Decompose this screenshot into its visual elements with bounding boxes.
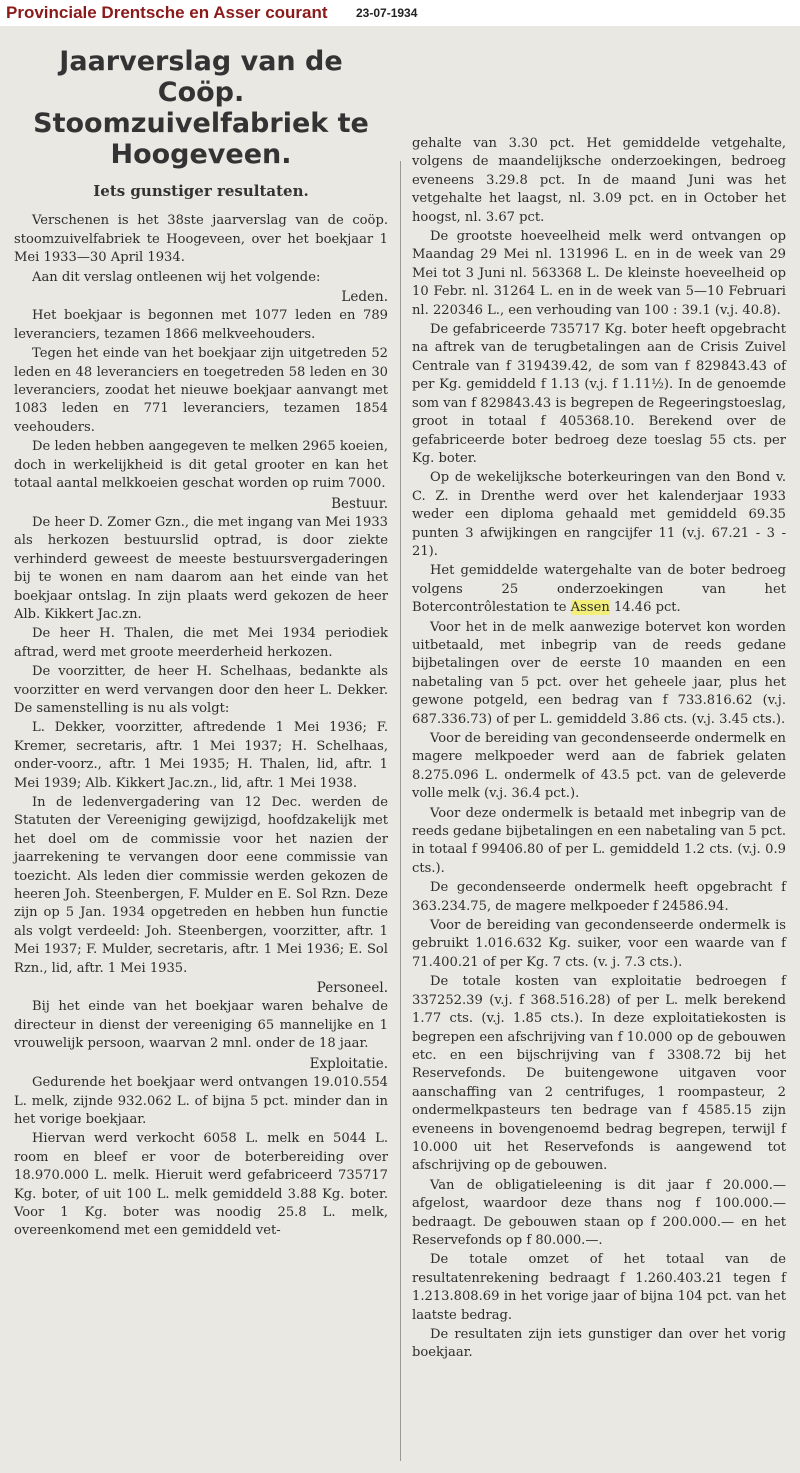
article-subtitle: Iets gunstiger resultaten. [93, 182, 309, 200]
paragraph: De grootste hoeveelheid melk werd ontvangen op Maandag 29 Mei nl. 131996 L. en in de week van 29 Mei tot 3 Juni nl. 563368 L. De kleinste hoeveelheid op 10 Febr. nl. 31264 L. en in de week van 5—10 Februari nl. 220346 L., een verhouding van 100 : 39.1 (v.j. 40.8). [412, 229, 786, 318]
paragraph: De totale omzet of het totaal van de resultatenrekening bedraagt f 1.260.403.21 tegen f 1.213.808.69 in het vorige jaar of bijna 104 pct. van het laatste bedrag. [412, 1252, 786, 1323]
section-heading-bestuur: Bestuur. [331, 495, 388, 512]
paragraph: De voorzitter, de heer H. Schelhaas, bedankte als voorzitter en werd vervangen door den heer L. Dekker. De samenstelling is nu als volgt: [14, 664, 388, 716]
paragraph: De heer D. Zomer Gzn., die met ingang van Mei 1933 als herkozen bestuurslid optrad, is door ziekte verhinderd geweest de meeste bestuursvergaderingen bij te wonen en nam daarom aan het einde van het boekjaar ontslag. In zijn plaats werd gekozen de heer Alb. Kikkert Jac.zn. [14, 514, 388, 622]
paragraph: De totale kosten van exploitatie bedroegen f 337252.39 (v.j. f 368.516.28) of per L. melk berekend 1.77 cts. (v.j. 1.85 cts.). In deze exploitatiekosten is begrepen een afschrijving van f 10.000 op de gebouwen etc. en een bijschrijving van f 3308.72 bij het Reservefonds. De buitengewone uitgaven voor aanschaffing van 2 centrifuges, 1 roompasteur, 2 ondermelkpasteurs ten bedrage van f 4585.15 zijn eveneens in bovengenoemd bedrag begrepen, terwijl f 10.000 uit het Reservefonds is aangewend tot afschrijving op de gebouwen. [412, 974, 786, 1174]
section-heading-exploitatie: Exploitatie. [309, 1055, 388, 1072]
paragraph: De heer H. Thalen, die met Mei 1934 periodiek aftrad, werd met groote meerderheid herkozen. [14, 626, 388, 660]
paragraph: Bij het einde van het boekjaar waren behalve de directeur in dienst der vereeniging 65 mannelijke en 1 vrouwelijk persoon, waarvan 2 mnl. onder de 18 jaar. [14, 999, 388, 1052]
paragraph: Voor deze ondermelk is betaald met inbegrip van de reeds gedane bijbetalingen en een nabetaling van 5 pct. in totaal f 99406.80 of per L. gemiddeld 1.2 cts. (v.j. 0.9 cts.). [412, 805, 786, 876]
title-line: Stoomzuivelfabriek te [33, 108, 369, 139]
paragraph: De gecondenseerde ondermelk heeft opgebracht f 363.234.75, de magere melkpoeder f 24586.94. [412, 880, 786, 914]
paragraph: Het boekjaar is begonnen met 1077 leden en 789 leveranciers, tezamen 1866 melkveehouders. [14, 308, 388, 342]
column-divider [400, 161, 401, 1461]
newspaper-clipping [0, 26, 800, 1473]
paragraph: Hiervan werd verkocht 6058 L. melk en 5044 L. room en bleef er voor de boterbereiding over 18.970.000 L. melk. Hieruit werd gefabriceerd 735717 Kg. boter, of uit 100 L. melk gemiddeld 3.88 Kg. boter. Voor 1 Kg. boter was noodig 25.8 L. melk, overeenkomend met een gemiddeld vet- [14, 1131, 388, 1239]
archive-header [0, 0, 800, 26]
paragraph-text: Het gemiddelde watergehalte van de boter bedroeg volgens 25 onderzoekingen van het Botercontrôlestation te [412, 563, 786, 616]
paragraph: gehalte van 3.30 pct. Het gemiddelde vetgehalte, volgens de maandelijksche onderzoekingen, bedroeg eveneens 3.29.8 pct. In de maand Juni was het vetgehalte het laagst, nl. 3.09 pct. en in October het hoogst, nl. 3.67 pct. [412, 136, 786, 225]
paragraph: Verschenen is het 38ste jaarverslag van de coöp. stoomzuivelfabriek te Hoogeveen, over het boekjaar 1 Mei 1933—30 April 1934. [14, 213, 388, 266]
paragraph: Aan dit verslag ontleenen wij het volgende: [32, 269, 321, 285]
highlighted-search-term: Assen [570, 600, 610, 616]
paragraph: L. Dekker, voorzitter, aftredende 1 Mei 1936; F. Kremer, secretaris, aftr. 1 Mei 1937; H. Schelhaas, onder-voorz., aftr. 1 Mei 1935; H. Thalen, lid, aftr. 1 Mei 1939; Alb. Kikkert Jac.zn., lid, aftr. 1 Mei 1938. [14, 720, 388, 791]
paragraph: Op de wekelijksche boterkeuringen van den Bond v. C. Z. in Drenthe werd over het kalenderjaar 1933 weder een diploma gehaald met gemiddeld 69.35 punten 3 afwijkingen en rangcijfer 11 (v.j. 67.21 - 3 - 21). [412, 470, 786, 559]
newspaper-title: Provinciale Drentsche en Asser courant [6, 3, 328, 22]
paragraph-text: 14.46 pct. [613, 600, 681, 616]
paragraph: De leden hebben aangegeven te melken 2965 koeien, doch in werkelijkheid is dit getal grooter en kan het totaal aantal melkkoeien geschat worden op ruim 7000. [14, 439, 388, 492]
left-column [14, 46, 388, 1242]
paragraph: Van de obligatieleening is dit jaar f 20.000.— afgelost, waardoor deze thans nog f 100.000.— bedraagt. De gebouwen staan op f 200.000.— en het Reservefonds op f 80.000.—. [412, 1177, 786, 1248]
paragraph: Tegen het einde van het boekjaar zijn uitgetreden 52 leden en 48 leveranciers en toegetreden 58 leden en 30 leveranciers, zoodat het nieuwe boekjaar aanvangt met 1083 leden en 771 leveranciers, tezamen 1854 veehouders. [14, 346, 388, 435]
paragraph-watergehalte [412, 562, 786, 617]
publication-date: 23-07-1934 [356, 6, 418, 20]
title-line: Jaarverslag van de Coöp. [59, 46, 343, 108]
right-column [412, 135, 786, 1364]
paragraph: In de ledenvergadering van 12 Dec. werden de Statuten der Vereeniging gewijzigd, hoofdzakelijk met het doel om de commissie voor het nazien der jaarrekening te vervangen door eene commissie van toezicht. Als leden dier commissie werden gekozen de heeren Joh. Steenbergen, F. Mulder en E. Sol Rzn. Deze zijn op 5 Jan. 1934 opgetreden en hebben hun functie als volgt verdeeld: Joh. Steenbergen, voorzitter, aftr. 1 Mei 1937; F. Mulder, secretaris, aftr. 1 Mei 1936; E. Sol Rzn., lid, aftr. 1 Mei 1935. [14, 795, 388, 976]
title-line: Hoogeveen. [110, 139, 292, 170]
section-heading-leden: Leden. [341, 289, 388, 306]
paragraph: De resultaten zijn iets gunstiger dan over het vorig boekjaar. [412, 1327, 786, 1361]
paragraph: Voor het in de melk aanwezige botervet kon worden uitbetaald, met inbegrip van de reeds gedane bijbetalingen over de eerste 10 maanden en een nabetaling van 5 pct. over het geheele jaar, plus het gewone potgeld, een bedrag van f 733.816.62 (v.j. 687.336.73) of per L. gemiddeld 3.86 cts. (v.j. 3.45 cts.). [412, 619, 786, 727]
section-heading-personeel: Personeel. [316, 980, 388, 997]
paragraph: Voor de bereiding van gecondenseerde ondermelk is gebruikt 1.016.632 Kg. suiker, voor een waarde van f 71.400.21 of per Kg. 7 cts. (v. j. 7.3 cts.). [412, 918, 786, 970]
paragraph: Voor de bereiding van gecondenseerde ondermelk en magere melkpoeder werd aan de fabriek gelaten 8.275.096 L. ondermelk of 43.5 pct. van de geleverde volle melk (v.j. 36.4 pct.). [412, 731, 786, 802]
article-title [14, 46, 388, 170]
paragraph: Gedurende het boekjaar werd ontvangen 19.010.554 L. melk, zijnde 932.062 L. of bijna 5 pct. minder dan in het vorige boekjaar. [14, 1075, 388, 1127]
paragraph: De gefabriceerde 735717 Kg. boter heeft opgebracht na aftrek van de terugbetalingen aan de Crisis Zuivel Centrale van f 319439.42, de som van f 829843.43 of per Kg. gemiddeld f 1.13 (v.j. f 1.11½). In de genoemde som van f 829843.43 is begrepen de Regeeringstoeslag, groot in totaal f 405368.10. Berekend over de gefabriceerde boter bedroeg deze toeslag 55 cts. per Kg. boter. [412, 322, 786, 466]
